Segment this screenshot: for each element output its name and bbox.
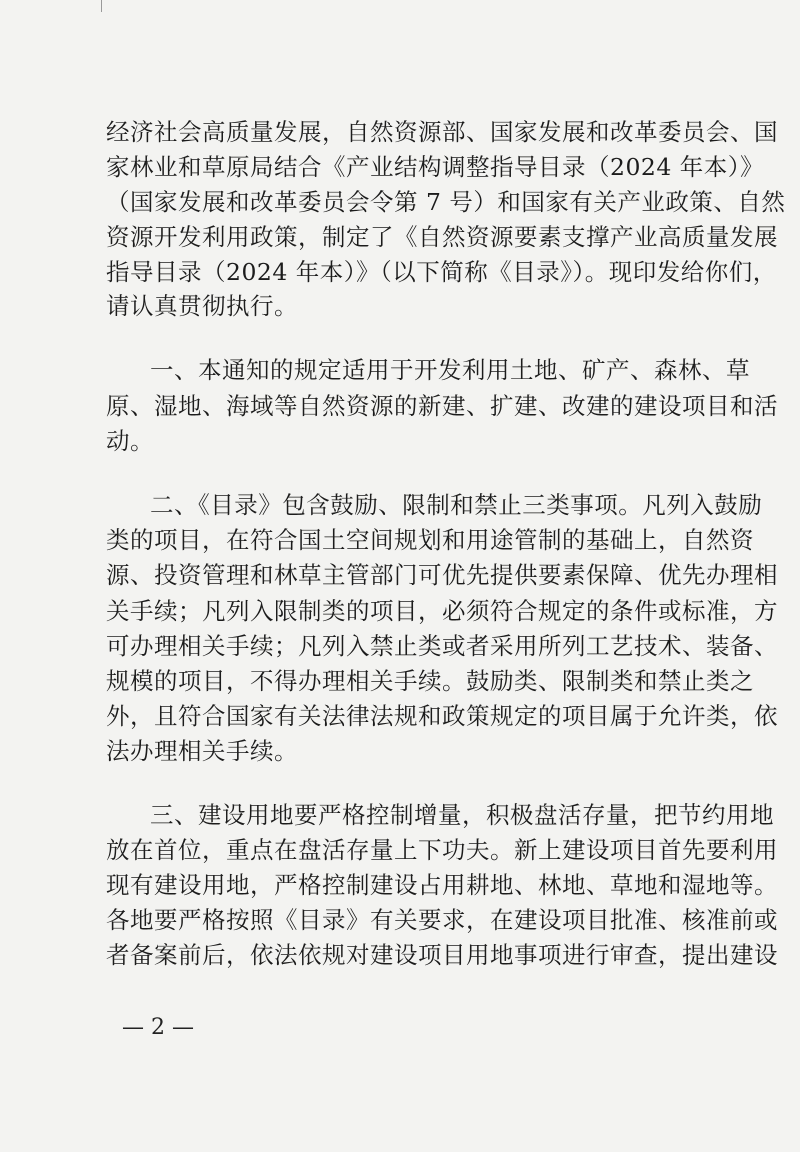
text-line: 指导目录（2024 年本）》（以下简称《目录》）。现印发给你们，	[106, 258, 777, 286]
text-line: 者备案前后，依法依规对建设项目用地事项进行审查，提出建设	[106, 941, 778, 969]
text-line: 关手续；凡列入限制类的项目，必须符合规定的条件或标准，方	[106, 597, 778, 625]
text-line: 各地要严格按照《目录》有关要求，在建设项目批准、核准前或	[106, 906, 778, 934]
text-line: 可办理相关手续；凡列入禁止类或者采用所列工艺技术、装备、	[106, 632, 778, 660]
text-line: 规模的项目，不得办理相关手续。鼓励类、限制类和禁止类之	[106, 667, 754, 695]
text-line: 外，且符合国家有关法律法规和政策规定的项目属于允许类，依	[106, 702, 778, 730]
text-line: 经济社会高质量发展，自然资源部、国家发展和改革委员会、国	[106, 118, 778, 146]
text-line: 源、投资管理和林草主管部门可优先提供要素保障、优先办理相	[106, 561, 778, 589]
text-line: 类的项目，在符合国土空间规划和用途管制的基础上，自然资	[106, 526, 754, 554]
text-line: 资源开发利用政策，制定了《自然资源要素支撑产业高质量发展	[106, 223, 778, 251]
page-edge-mark	[101, 0, 102, 12]
text-line: （国家发展和改革委员会令第 7 号）和国家有关产业政策、自然	[106, 188, 786, 216]
paragraph-3-first-line: 三、建设用地要严格控制增量，积极盘活存量，把节约用地	[150, 801, 774, 829]
text-line: 法办理相关手续。	[106, 737, 298, 765]
page-number: — 2 —	[122, 1015, 194, 1040]
text-line: 放在首位，重点在盘活存量上下功夫。新上建设项目首先要利用	[106, 836, 778, 864]
text-line: 动。	[106, 427, 154, 455]
text-line: 家林业和草原局结合《产业结构调整指导目录（2024 年本）》	[106, 153, 765, 181]
text-line: 请认真贯彻执行。	[106, 292, 298, 320]
paragraph-2-first-line: 二、《目录》包含鼓励、限制和禁止三类事项。凡列入鼓励	[150, 491, 763, 519]
text-line: 原、湿地、海域等自然资源的新建、扩建、改建的建设项目和活	[106, 392, 778, 420]
paragraph-1-first-line: 一、本通知的规定适用于开发利用土地、矿产、森林、草	[150, 356, 750, 384]
text-line: 现有建设用地，严格控制建设占用耕地、林地、草地和湿地等。	[106, 871, 778, 899]
